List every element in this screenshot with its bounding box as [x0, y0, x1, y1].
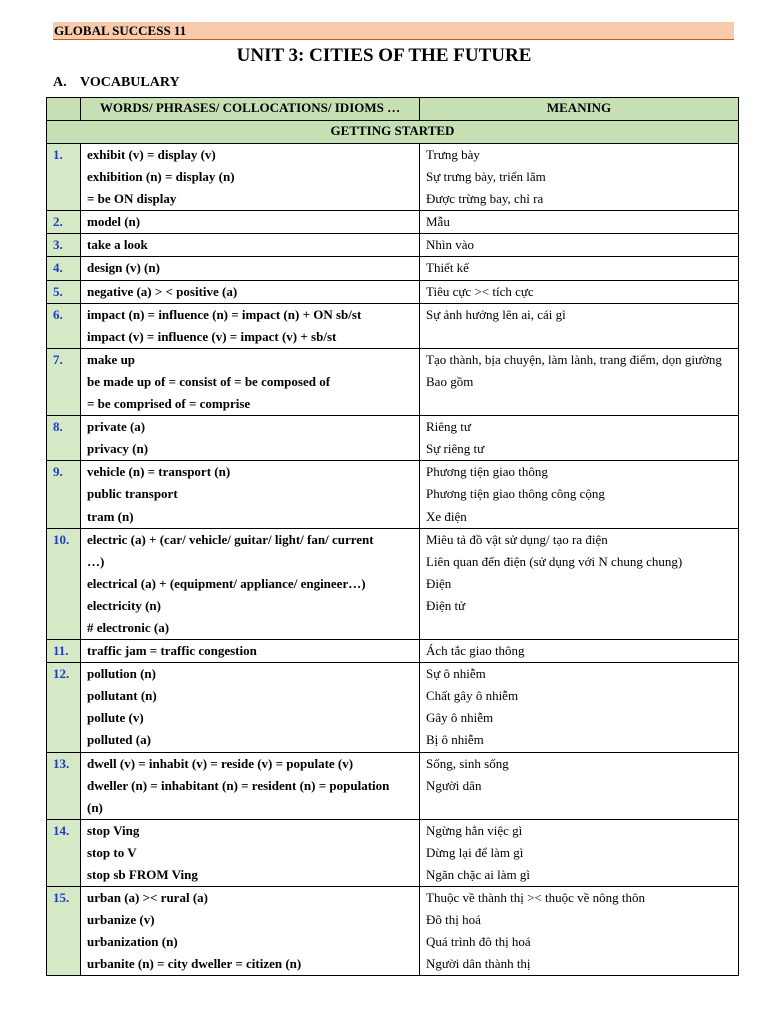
meaning-cell: [420, 303, 739, 348]
vocabulary-table: [46, 97, 739, 976]
meaning-line: Điện: [426, 575, 452, 591]
subheading-cell: GETTING STARTED: [47, 121, 739, 144]
word-line: …): [87, 553, 105, 569]
word-line: = be ON display: [87, 191, 177, 207]
row-number: 12.: [47, 663, 81, 752]
row-number: 14.: [47, 819, 81, 886]
word-line: impact (n) = influence (n) = impact (n) + ON sb/st: [87, 306, 362, 322]
meaning-cell: [420, 663, 739, 752]
meaning-line: Riêng tư: [426, 419, 471, 435]
table-row: [47, 303, 739, 348]
table-row: [47, 528, 739, 639]
meaning-cell: [420, 144, 739, 211]
meaning-line: Sự ô nhiễm: [426, 666, 486, 682]
word-line: dweller (n) = inhabitant (n) = resident (n) = population: [87, 777, 390, 793]
meaning-cell: [420, 752, 739, 819]
table-row: [47, 461, 739, 528]
meaning-line: Ngăn chặc ai làm gì: [426, 867, 530, 882]
table-row: [47, 887, 739, 976]
header-meaning-cell: MEANING: [420, 98, 739, 121]
word-line: make up: [87, 351, 136, 367]
meaning-cell: [420, 280, 739, 303]
section-heading: [53, 74, 180, 92]
meaning-cell: [420, 257, 739, 280]
meaning-line: Liên quan đến điện (sử dụng với N chung chung): [426, 553, 683, 569]
word-line: negative (a) > < positive (a): [87, 283, 238, 299]
word-line: be made up of = consist of = be composed of: [87, 373, 331, 389]
words-cell: [81, 663, 420, 752]
meaning-cell: [420, 819, 739, 886]
section-letter: A.: [53, 75, 67, 90]
meaning-line: Người dân thành thị: [426, 956, 531, 972]
word-line: urbanize (v): [87, 912, 155, 928]
word-line: pollution (n): [87, 666, 156, 682]
meaning-cell: [420, 887, 739, 976]
word-line: urbanite (n) = city dweller = citizen (n): [87, 956, 302, 972]
meaning-line: Xe điện: [426, 508, 467, 524]
meaning-cell: [420, 640, 739, 663]
word-line: exhibit (v) = display (v): [87, 147, 216, 162]
word-line: design (v) (n): [87, 260, 160, 276]
table-header-row: [47, 98, 739, 121]
meaning-line: Sống, sinh sống: [426, 755, 509, 771]
word-line: model (n): [87, 214, 141, 230]
table-row: [47, 144, 739, 211]
meaning-line: Điện tử: [426, 597, 466, 613]
words-cell: [81, 416, 420, 461]
row-number: 13.: [47, 752, 81, 819]
meaning-line: Phương tiện giao thông: [426, 464, 548, 480]
meaning-line: Trưng bày: [426, 147, 480, 162]
row-number: 10.: [47, 528, 81, 639]
word-line: vehicle (n) = transport (n): [87, 464, 231, 480]
word-line: traffic jam = traffic congestion: [87, 643, 257, 659]
words-cell: [81, 280, 420, 303]
words-cell: [81, 752, 420, 819]
word-line: polluted (a): [87, 732, 151, 748]
meaning-line: Chất gây ô nhiễm: [426, 688, 519, 704]
words-cell: [81, 144, 420, 211]
meaning-line: Thuộc về thành thị >< thuộc về nông thôn: [426, 890, 646, 906]
row-number: 2.: [47, 211, 81, 234]
meaning-line: Thiết kế: [426, 260, 469, 276]
meaning-line: Sự riêng tư: [426, 441, 485, 457]
word-line: take a look: [87, 237, 148, 253]
table-subheading-row: [47, 121, 739, 144]
meaning-line: Đô thị hoá: [426, 912, 481, 928]
row-number: 7.: [47, 348, 81, 415]
word-line: dwell (v) = inhabit (v) = reside (v) = populate (v): [87, 755, 354, 771]
table-row: [47, 211, 739, 234]
table-row: [47, 416, 739, 461]
words-cell: [81, 819, 420, 886]
word-line: stop sb FROM Ving: [87, 867, 198, 882]
meaning-cell: [420, 234, 739, 257]
word-line: exhibition (n) = display (n): [87, 169, 235, 185]
word-line: stop Ving: [87, 822, 140, 838]
row-number: 11.: [47, 640, 81, 663]
meaning-cell: [420, 461, 739, 528]
row-number: 4.: [47, 257, 81, 280]
meaning-line: Miêu tả đồ vật sử dụng/ tạo ra điện: [426, 531, 608, 547]
meaning-cell: [420, 348, 739, 415]
meaning-line: Được trừng bay, chỉ ra: [426, 191, 544, 207]
table-row: [47, 280, 739, 303]
word-line: electric (a) + (car/ vehicle/ guitar/ light/ fan/ current: [87, 531, 374, 547]
meaning-line: Người dân: [426, 777, 482, 793]
words-cell: [81, 234, 420, 257]
meaning-cell: [420, 416, 739, 461]
meaning-line: Tiêu cực >< tích cực: [426, 283, 534, 299]
word-line: pollutant (n): [87, 688, 157, 704]
row-number: 5.: [47, 280, 81, 303]
table-row: [47, 752, 739, 819]
meaning-line: Bao gồm: [426, 373, 474, 389]
header-bar: [53, 22, 734, 40]
word-line: pollute (v): [87, 710, 144, 726]
words-cell: [81, 303, 420, 348]
word-line: = be comprised of = comprise: [87, 396, 251, 412]
row-number: 15.: [47, 887, 81, 976]
meaning-line: Phương tiện giao thông công cộng: [426, 486, 605, 502]
meaning-line: Quá trình đô thị hoá: [426, 934, 531, 950]
table-row: [47, 234, 739, 257]
meaning-line: Ách tắc giao thông: [426, 643, 525, 659]
word-line: tram (n): [87, 508, 134, 524]
row-number: 8.: [47, 416, 81, 461]
table-row: [47, 640, 739, 663]
word-line: stop to V: [87, 844, 137, 860]
word-line: electricity (n): [87, 597, 161, 613]
section-label: VOCABULARY: [80, 75, 180, 90]
word-line: (n): [87, 799, 103, 815]
meaning-line: Sự trưng bày, triển lãm: [426, 169, 546, 185]
word-line: urbanization (n): [87, 934, 178, 950]
header-num-cell: [47, 98, 81, 121]
row-number: 3.: [47, 234, 81, 257]
meaning-cell: [420, 211, 739, 234]
page-title: UNIT 3: CITIES OF THE FUTURE: [236, 45, 532, 66]
row-number: 1.: [47, 144, 81, 211]
table-row: [47, 257, 739, 280]
word-line: private (a): [87, 419, 146, 435]
word-line: privacy (n): [87, 441, 149, 457]
table-row: [47, 663, 739, 752]
word-line: electrical (a) + (equipment/ appliance/ engineer…): [87, 575, 366, 591]
meaning-line: Nhìn vào: [426, 237, 475, 253]
words-cell: [81, 257, 420, 280]
word-line: urban (a) >< rural (a): [87, 890, 208, 906]
meaning-line: Mẫu: [426, 214, 450, 230]
word-line: impact (v) = influence (v) = impact (v) + sb/st: [87, 328, 337, 344]
meaning-line: Bị ô nhiễm: [426, 732, 484, 748]
words-cell: [81, 348, 420, 415]
row-number: 9.: [47, 461, 81, 528]
header-label: GLOBAL SUCCESS 11: [54, 23, 187, 38]
row-number: 6.: [47, 303, 81, 348]
meaning-line: Dừng lại để làm gì: [426, 844, 524, 860]
word-line: # electronic (a): [87, 619, 170, 635]
words-cell: [81, 887, 420, 976]
table-row: [47, 819, 739, 886]
meaning-line: Tạo thành, bịa chuyện, làm lành, trang điểm, dọn giường: [426, 351, 722, 367]
meaning-cell: [420, 528, 739, 639]
meaning-line: Gây ô nhiễm: [426, 710, 494, 726]
words-cell: [81, 461, 420, 528]
meaning-line: Ngừng hẳn việc gì: [426, 822, 523, 838]
meaning-line: Sự ảnh hưởng lên ai, cái gì: [426, 306, 566, 322]
header-words-cell: WORDS/ PHRASES/ COLLOCATIONS/ IDIOMS …: [81, 98, 420, 121]
table-row: [47, 348, 739, 415]
words-cell: [81, 640, 420, 663]
words-cell: [81, 211, 420, 234]
words-cell: [81, 528, 420, 639]
word-line: public transport: [87, 486, 178, 502]
